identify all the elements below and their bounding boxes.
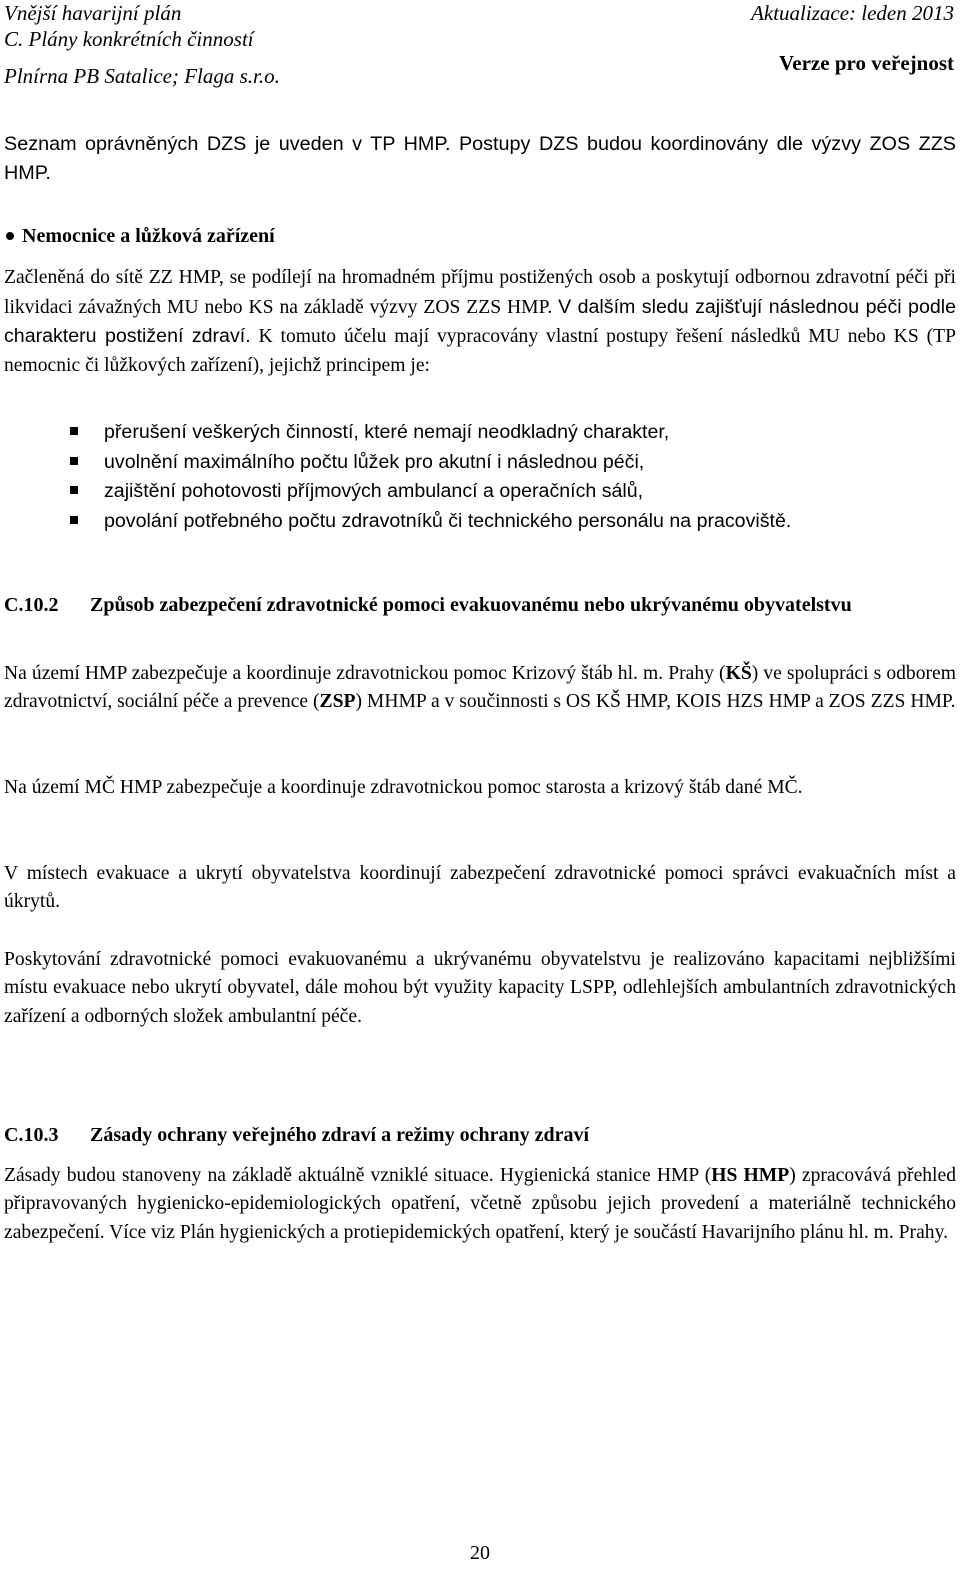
- square-bullet-icon: [70, 516, 78, 524]
- section-c103-p1: Zásady budou stanoveny na základě aktuálně vzniklé situace. Hygienická stanice HMP (HS HMP) zpracovává přehled připravovaných hygienicko-epidemiologických opatření, včetně způsobu jejich provedení a materiálně technického zabezpečení. Více viz Plán hygienických a protiepidemických opatření, který je součástí Havarijního plánu hl. m. Prahy.: [4, 1165, 956, 1243]
- header-left: [4, 0, 280, 89]
- section-c102-title: Způsob zabezpečení zdravotnické pomoci evakuovanému nebo ukrývanému obyvatelstvu: [90, 594, 852, 616]
- section-c103-title: Zásady ochrany veřejného zdraví a režimy ochrany zdraví: [90, 1124, 590, 1146]
- page-number: 20: [470, 1542, 490, 1564]
- hospitals-text-3: K tomuto účelu mají vypracovány vlastní postupy řešení následků MU nebo KS (TP nemocnic či lůžkových zařízení), jejichž principem je:: [4, 326, 956, 376]
- section-c102-number: C.10.2: [4, 594, 59, 616]
- header-facility: Plnírna PB Satalice; Flaga s.r.o.: [4, 64, 280, 88]
- section-c102-heading: [4, 590, 954, 620]
- header-section-title: C. Plány konkrétních činností: [4, 27, 254, 51]
- header-right: [751, 0, 954, 76]
- square-bullet-icon: [70, 427, 78, 435]
- header-version: Verze pro veřejnost: [779, 51, 954, 75]
- section-c103-heading: [4, 1120, 954, 1150]
- bullet-dot-icon: [6, 232, 14, 240]
- list-item: zajištění pohotovosti příjmových ambulancí a operačních sálů,: [70, 477, 950, 507]
- list-item: povolání potřebného počtu zdravotníků či technického personálu na pracoviště.: [70, 507, 950, 537]
- hospitals-text-1: Začleněná do sítě ZZ HMP, se podílejí na hromadném příjmu postižených osob a poskytují odbornou zdravotní péči při likvidaci závažných MU nebo KS na základě výzvy ZOS ZZS HMP.: [4, 267, 956, 318]
- header-update-date: Aktualizace: leden 2013: [751, 1, 954, 25]
- hospitals-heading: Nemocnice a lůžková zařízení: [4, 222, 275, 250]
- square-bullet-icon: [70, 486, 78, 494]
- section-c102-p2: Na území MČ HMP zabezpečuje a koordinuje zdravotnickou pomoc starosta a krizový štáb dané MČ.: [4, 777, 803, 798]
- square-bullet-icon: [70, 457, 78, 465]
- section-c102-p4: Poskytování zdravotnické pomoci evakuovanému a ukrývanému obyvatelstvu je realizováno kapacitami nejbližšími místu evakuace nebo ukrytí obyvatel, dále mohou být využity kapacity LSPP, odlehlejších ambulantních zdravotnických zařízení a odborných složek ambulantní péče.: [4, 949, 956, 1027]
- principles-list: [70, 418, 950, 536]
- hospitals-text-2: V dalším sledu zajišťují následnou péči podle charakteru postižení zdraví.: [4, 295, 956, 348]
- section-c102-p1: Na území HMP zabezpečuje a koordinuje zdravotnickou pomoc Krizový štáb hl. m. Prahy (KŠ) ve spolupráci s odborem zdravotnictví, sociální péče a prevence (ZSP) MHMP a v součinnosti s OS KŠ HMP, KOIS HZS HMP a ZOS ZZS HMP.: [4, 663, 956, 713]
- header-plan-title: Vnější havarijní plán: [4, 1, 182, 25]
- section-c102-p3: V místech evakuace a ukrytí obyvatelstva koordinují zabezpečení zdravotnické pomoci správci evakuačních míst a úkrytů.: [4, 863, 956, 913]
- hospitals-paragraph: [4, 264, 956, 380]
- intro-paragraph: Seznam oprávněných DZS je uveden v TP HMP. Postupy DZS budou koordinovány dle výzvy ZOS ZZS HMP.: [4, 133, 956, 184]
- list-item: uvolnění maximálního počtu lůžek pro akutní i následnou péči,: [70, 448, 950, 478]
- list-item: přerušení veškerých činností, které nemají neodkladný charakter,: [70, 418, 950, 448]
- section-c103-number: C.10.3: [4, 1124, 59, 1146]
